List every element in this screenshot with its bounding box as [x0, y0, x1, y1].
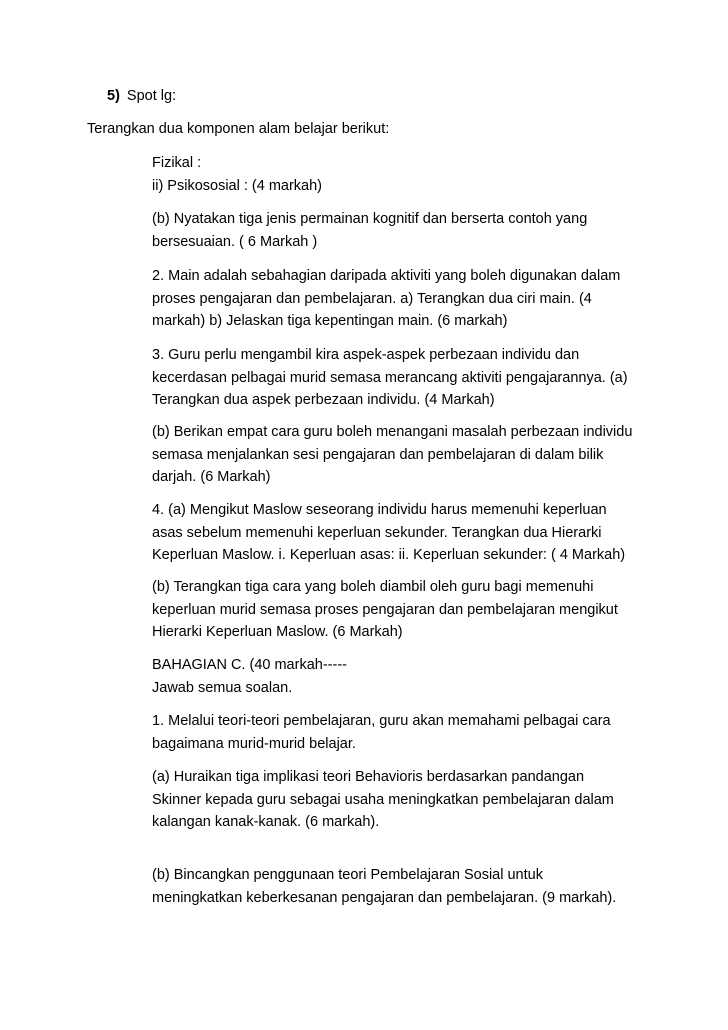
paragraph-line: 4. (a) Mengikut Maslow seseorang individu harus memenuhi keperluan: [152, 502, 607, 518]
question-label: Spot lg:: [126, 88, 177, 104]
paragraph-fizikal: [152, 152, 672, 197]
paragraph-teori-pembelajaran: [152, 710, 672, 755]
paragraph-line: Fizikal :: [152, 155, 202, 171]
paragraph-empat-cara: [152, 421, 672, 489]
paragraph-line: Keperluan Maslow. i. Keperluan asas: ii. Keperluan sekunder: ( 4 Markah): [152, 547, 626, 563]
paragraph-line: 3. Guru perlu mengambil kira aspek-aspek perbezaan individu dan: [152, 347, 580, 363]
paragraph-line: proses pengajaran dan pembelajaran. a) Terangkan dua ciri main. (4: [152, 290, 592, 307]
paragraph-line: Jawab semua soalan.: [152, 679, 293, 696]
paragraph-tiga-cara: [152, 576, 672, 644]
paragraph-permainan-kognitif: [152, 208, 672, 253]
paragraph-perbezaan-individu: [152, 344, 672, 412]
paragraph-line: BAHAGIAN C. (40 markah-----: [152, 657, 347, 673]
paragraph-line: darjah. (6 Markah): [152, 469, 271, 485]
paragraph-line: Hierarki Keperluan Maslow. (6 Markah): [152, 624, 403, 640]
paragraph-line: (b) Terangkan tiga cara yang boleh diambil oleh guru bagi memenuhi: [152, 579, 594, 595]
paragraph-line: 2. Main adalah sebahagian daripada aktiviti yang boleh digunakan dalam: [152, 268, 621, 284]
paragraph-line: (b) Nyatakan tiga jenis permainan kognitif dan berserta contoh yang: [152, 211, 588, 227]
paragraph-line: keperluan murid semasa proses pengajaran dan pembelajaran mengikut: [152, 601, 618, 618]
paragraph-line: 1. Melalui teori-teori pembelajaran, guru akan memahami pelbagai cara: [152, 713, 611, 729]
paragraph-line: (b) Bincangkan penggunaan teori Pembelajaran Sosial untuk: [152, 867, 543, 883]
question-heading: [107, 86, 176, 106]
paragraph-line: Terangkan dua aspek perbezaan individu. (4 Markah): [152, 392, 495, 408]
paragraph-pembelajaran-sosial: [152, 864, 672, 909]
question-number: 5): [107, 88, 120, 104]
paragraph-line: semasa menjalankan sesi pengajaran dan pembelajaran di dalam bilik: [152, 446, 604, 463]
paragraph-maslow: [152, 499, 672, 567]
paragraph-line: ii) Psikososial : (4 markah): [152, 177, 323, 194]
paragraph-line: kalangan kanak-kanak. (6 markah).: [152, 814, 380, 830]
paragraph-behavioris: [152, 766, 672, 834]
paragraph-line: markah) b) Jelaskan tiga kepentingan main. (6 markah): [152, 313, 508, 329]
paragraph-line: (a) Huraikan tiga implikasi teori Behavioris berdasarkan pandangan: [152, 769, 585, 785]
intro-paragraph: Terangkan dua komponen alam belajar berikut:: [87, 121, 390, 137]
paragraph-bahagian-c: [152, 654, 672, 699]
paragraph-line: meningkatkan keberkesanan pengajaran dan pembelajaran. (9 markah).: [152, 889, 617, 906]
paragraph-line: asas sebelum memenuhi keperluan sekunder. Terangkan dua Hierarki: [152, 524, 602, 541]
paragraph-line: bagaimana murid-murid belajar.: [152, 735, 356, 752]
paragraph-line: Skinner kepada guru sebagai usaha meningkatkan pembelajaran dalam: [152, 791, 614, 808]
paragraph-main: [152, 265, 672, 333]
paragraph-line: bersesuaian. ( 6 Markah ): [152, 233, 318, 250]
paragraph-line: kecerdasan pelbagai murid semasa merancang aktiviti pengajarannya. (a): [152, 369, 628, 386]
paragraph-line: (b) Berikan empat cara guru boleh menangani masalah perbezaan individu: [152, 424, 633, 440]
